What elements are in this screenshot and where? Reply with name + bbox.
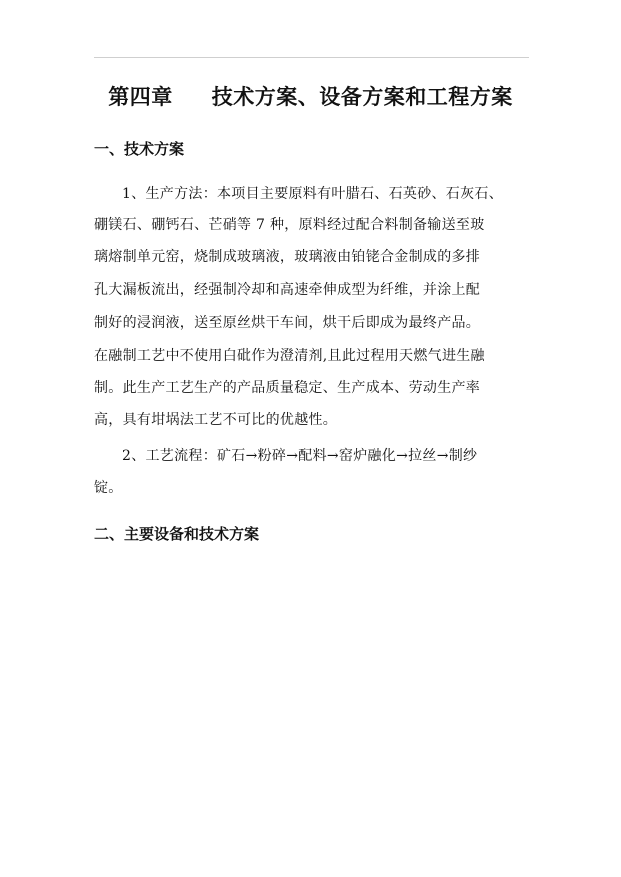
paragraph-line: 孔大漏板流出，经强制冷却和高速牵伸成型为纤维，并涂上配: [94, 282, 481, 298]
paragraph-line: 锭。: [94, 480, 123, 496]
paragraph-line: 制。此生产工艺生产的产品质量稳定、生产成本、劳动生产率: [94, 380, 481, 396]
section-heading-equipment: 二、主要设备和技术方案: [94, 525, 260, 543]
paragraph-line: 制好的浸润液，送至原丝烘干车间，烘干后即成为最终产品。: [94, 315, 481, 331]
chapter-title: 第四章 技术方案、设备方案和工程方案: [108, 84, 513, 109]
paragraph-line: 在融制工艺中不使用白砒作为澄清剂,且此过程用天燃气进生融: [94, 348, 485, 364]
paragraph-line: 2、工艺流程：矿石→粉碎→配料→窑炉融化→拉丝→制纱: [122, 448, 478, 464]
section-heading-technical: 一、技术方案: [94, 140, 185, 158]
paragraph-line: 高，具有坩埚法工艺不可比的优越性。: [94, 412, 338, 428]
header-rule: [94, 57, 529, 58]
paragraph-line: 硼镁石、硼钙石、芒硝等 7 种，原料经过配合料制备输送至玻: [94, 217, 485, 233]
paragraph-line: 璃熔制单元窑，烧制成玻璃液，玻璃液由铂铑合金制成的多排: [94, 249, 481, 265]
paragraph-line: 1、生产方法：本项目主要原料有叶腊石、石英砂、石灰石、: [122, 186, 504, 202]
